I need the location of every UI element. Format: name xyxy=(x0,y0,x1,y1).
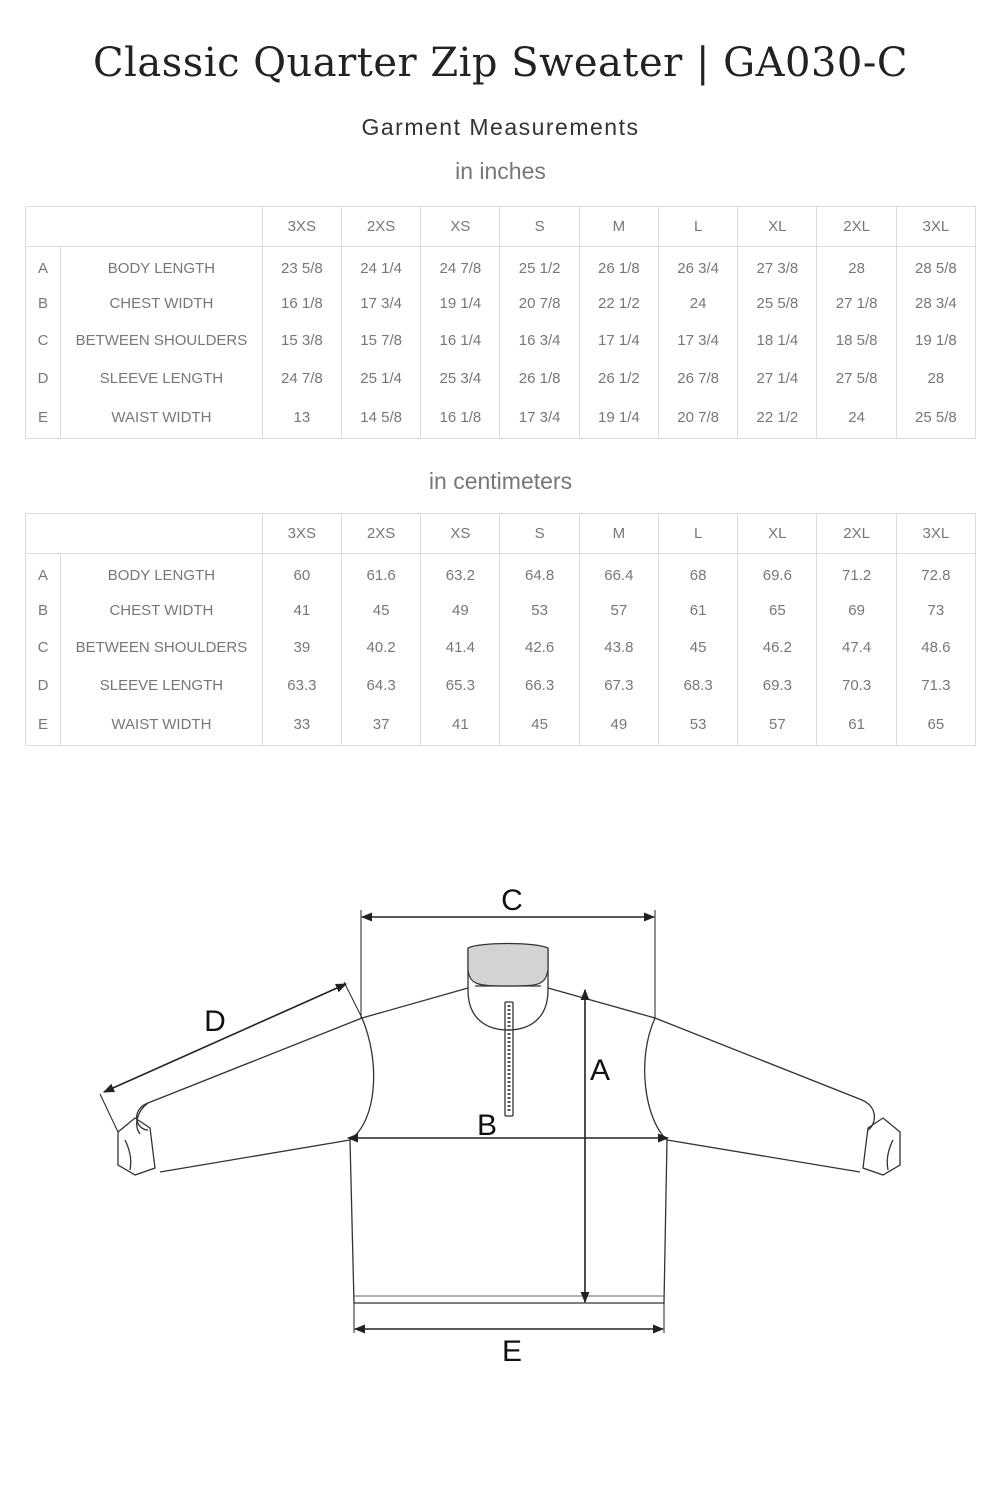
measurement-value: 41 xyxy=(262,592,341,630)
size-header-2xl: 2XL xyxy=(817,207,896,247)
measurement-value: 24 xyxy=(658,285,737,323)
size-header-s: S xyxy=(500,207,579,247)
measurement-value: 41.4 xyxy=(421,629,500,667)
measurement-value: 48.6 xyxy=(896,629,975,667)
measurement-value: 18 5/8 xyxy=(817,322,896,360)
header-blank-cell xyxy=(26,207,263,247)
measurement-name: BODY LENGTH xyxy=(61,554,263,592)
dimension-c-label: C xyxy=(501,884,523,917)
measurement-value: 15 7/8 xyxy=(341,322,420,360)
measurement-value: 63.3 xyxy=(262,667,341,705)
measurement-value: 22 1/2 xyxy=(738,397,817,439)
measurement-name: BETWEEN SHOULDERS xyxy=(61,629,263,667)
measurement-value: 19 1/4 xyxy=(579,397,658,439)
measurement-value: 45 xyxy=(500,704,579,746)
measurement-value: 64.3 xyxy=(341,667,420,705)
row-letter: E xyxy=(26,704,61,746)
measurement-value: 53 xyxy=(500,592,579,630)
measurement-value: 70.3 xyxy=(817,667,896,705)
measurement-value: 28 xyxy=(896,360,975,398)
measurement-value: 57 xyxy=(579,592,658,630)
row-letter: B xyxy=(26,285,61,323)
size-header-s: S xyxy=(500,514,579,554)
measurement-value: 46.2 xyxy=(738,629,817,667)
measurement-value: 33 xyxy=(262,704,341,746)
row-letter: D xyxy=(26,360,61,398)
size-header-m: M xyxy=(579,514,658,554)
measurement-value: 25 5/8 xyxy=(738,285,817,323)
centimeters-table-label: in centimeters xyxy=(428,468,573,494)
measurement-value: 61 xyxy=(658,592,737,630)
measurement-value: 67.3 xyxy=(579,667,658,705)
measurement-value: 61 xyxy=(817,704,896,746)
size-header-2xs: 2XS xyxy=(341,207,420,247)
measurement-value: 49 xyxy=(421,592,500,630)
measurement-value: 26 3/4 xyxy=(658,247,737,285)
size-header-m: M xyxy=(579,207,658,247)
measurement-name: WAIST WIDTH xyxy=(61,397,263,439)
measurement-value: 20 7/8 xyxy=(500,285,579,323)
measurement-value: 27 3/8 xyxy=(738,247,817,285)
table-row xyxy=(26,629,976,667)
measurement-value: 53 xyxy=(658,704,737,746)
row-letter: A xyxy=(26,247,61,285)
measurement-value: 16 3/4 xyxy=(500,322,579,360)
measurement-value: 61.6 xyxy=(341,554,420,592)
table-row xyxy=(26,554,976,592)
dimension-b-label: B xyxy=(476,1109,498,1142)
measurement-value: 73 xyxy=(896,592,975,630)
measurement-value: 60 xyxy=(262,554,341,592)
measurement-value: 16 1/8 xyxy=(262,285,341,323)
row-letter: D xyxy=(26,667,61,705)
measurement-value: 39 xyxy=(262,629,341,667)
measurement-value: 40.2 xyxy=(341,629,420,667)
measurement-value: 26 1/2 xyxy=(579,360,658,398)
measurement-value: 42.6 xyxy=(500,629,579,667)
measurement-value: 26 1/8 xyxy=(579,247,658,285)
measurement-name: CHEST WIDTH xyxy=(61,285,263,323)
page-subtitle: Garment Measurements xyxy=(361,114,640,140)
measurement-value: 22 1/2 xyxy=(579,285,658,323)
size-header-3xs: 3XS xyxy=(262,207,341,247)
measurement-value: 15 3/8 xyxy=(262,322,341,360)
measurement-value: 65 xyxy=(896,704,975,746)
size-header-3xs: 3XS xyxy=(262,514,341,554)
sweater-measurement-diagram xyxy=(0,860,1001,1380)
measurement-value: 25 3/4 xyxy=(421,360,500,398)
measurement-value: 26 7/8 xyxy=(658,360,737,398)
measurement-value: 68 xyxy=(658,554,737,592)
dimension-e-label: E xyxy=(501,1335,523,1368)
measurement-name: WAIST WIDTH xyxy=(61,704,263,746)
measurement-value: 69.6 xyxy=(738,554,817,592)
measurement-value: 49 xyxy=(579,704,658,746)
table-row xyxy=(26,247,976,285)
size-header-xl: XL xyxy=(738,514,817,554)
measurement-value: 17 1/4 xyxy=(579,322,658,360)
row-letter: B xyxy=(26,592,61,630)
measurement-name: SLEEVE LENGTH xyxy=(61,360,263,398)
measurement-value: 45 xyxy=(341,592,420,630)
table-row xyxy=(26,704,976,746)
dimension-d-left-guide xyxy=(100,1094,118,1132)
measurement-value: 63.2 xyxy=(421,554,500,592)
centimeters-table xyxy=(25,513,976,746)
size-header-3xl: 3XL xyxy=(896,514,975,554)
size-header-l: L xyxy=(658,207,737,247)
table-row xyxy=(26,592,976,630)
measurement-value: 37 xyxy=(341,704,420,746)
measurement-value: 41 xyxy=(421,704,500,746)
measurement-value: 23 5/8 xyxy=(262,247,341,285)
measurement-value: 17 3/4 xyxy=(341,285,420,323)
measurement-value: 68.3 xyxy=(658,667,737,705)
page-title: Classic Quarter Zip Sweater | GA030-C xyxy=(93,40,908,86)
measurement-value: 66.3 xyxy=(500,667,579,705)
measurement-value: 27 5/8 xyxy=(817,360,896,398)
measurement-value: 45 xyxy=(658,629,737,667)
table-header-row xyxy=(26,514,976,554)
table-row xyxy=(26,397,976,439)
measurement-value: 24 7/8 xyxy=(262,360,341,398)
table-row xyxy=(26,322,976,360)
measurement-value: 28 5/8 xyxy=(896,247,975,285)
dimension-d-label: D xyxy=(204,1005,226,1038)
measurement-value: 24 1/4 xyxy=(341,247,420,285)
size-header-2xl: 2XL xyxy=(817,514,896,554)
measurement-value: 27 1/8 xyxy=(817,285,896,323)
measurement-value: 16 1/4 xyxy=(421,322,500,360)
row-letter: E xyxy=(26,397,61,439)
measurement-value: 25 1/4 xyxy=(341,360,420,398)
measurement-name: BETWEEN SHOULDERS xyxy=(61,322,263,360)
measurement-value: 47.4 xyxy=(817,629,896,667)
measurement-value: 16 1/8 xyxy=(421,397,500,439)
measurement-value: 17 3/4 xyxy=(500,397,579,439)
measurement-value: 57 xyxy=(738,704,817,746)
measurement-name: CHEST WIDTH xyxy=(61,592,263,630)
size-header-xs: XS xyxy=(421,207,500,247)
measurement-value: 26 1/8 xyxy=(500,360,579,398)
measurement-value: 25 5/8 xyxy=(896,397,975,439)
measurement-value: 69 xyxy=(817,592,896,630)
measurement-value: 24 xyxy=(817,397,896,439)
measurement-value: 65.3 xyxy=(421,667,500,705)
row-letter: A xyxy=(26,554,61,592)
row-letter: C xyxy=(26,629,61,667)
size-header-xs: XS xyxy=(421,514,500,554)
dimension-a-label: A xyxy=(589,1054,611,1087)
measurement-value: 19 1/8 xyxy=(896,322,975,360)
size-header-3xl: 3XL xyxy=(896,207,975,247)
table-row xyxy=(26,667,976,705)
measurement-value: 72.8 xyxy=(896,554,975,592)
size-header-xl: XL xyxy=(738,207,817,247)
measurement-name: BODY LENGTH xyxy=(61,247,263,285)
size-header-2xs: 2XS xyxy=(341,514,420,554)
inches-table-label: in inches xyxy=(455,158,546,184)
measurement-value: 28 xyxy=(817,247,896,285)
sweater-outline-icon xyxy=(118,948,900,1303)
measurement-value: 17 3/4 xyxy=(658,322,737,360)
measurement-value: 69.3 xyxy=(738,667,817,705)
dimension-d-line xyxy=(104,984,346,1092)
measurement-value: 71.2 xyxy=(817,554,896,592)
measurement-value: 65 xyxy=(738,592,817,630)
measurement-value: 18 1/4 xyxy=(738,322,817,360)
measurement-value: 24 7/8 xyxy=(421,247,500,285)
measurement-value: 43.8 xyxy=(579,629,658,667)
measurement-value: 28 3/4 xyxy=(896,285,975,323)
measurement-value: 66.4 xyxy=(579,554,658,592)
table-row xyxy=(26,360,976,398)
measurement-value: 25 1/2 xyxy=(500,247,579,285)
measurement-value: 20 7/8 xyxy=(658,397,737,439)
measurement-value: 71.3 xyxy=(896,667,975,705)
measurement-value: 19 1/4 xyxy=(421,285,500,323)
dimension-d-right-guide xyxy=(344,982,362,1018)
row-letter: C xyxy=(26,322,61,360)
measurement-value: 14 5/8 xyxy=(341,397,420,439)
table-header-row xyxy=(26,207,976,247)
inches-table xyxy=(25,206,976,439)
collar-icon xyxy=(468,944,548,987)
table-row xyxy=(26,285,976,323)
measurement-value: 64.8 xyxy=(500,554,579,592)
measurement-name: SLEEVE LENGTH xyxy=(61,667,263,705)
size-header-l: L xyxy=(658,514,737,554)
measurement-value: 13 xyxy=(262,397,341,439)
measurement-value: 27 1/4 xyxy=(738,360,817,398)
header-blank-cell xyxy=(26,514,263,554)
